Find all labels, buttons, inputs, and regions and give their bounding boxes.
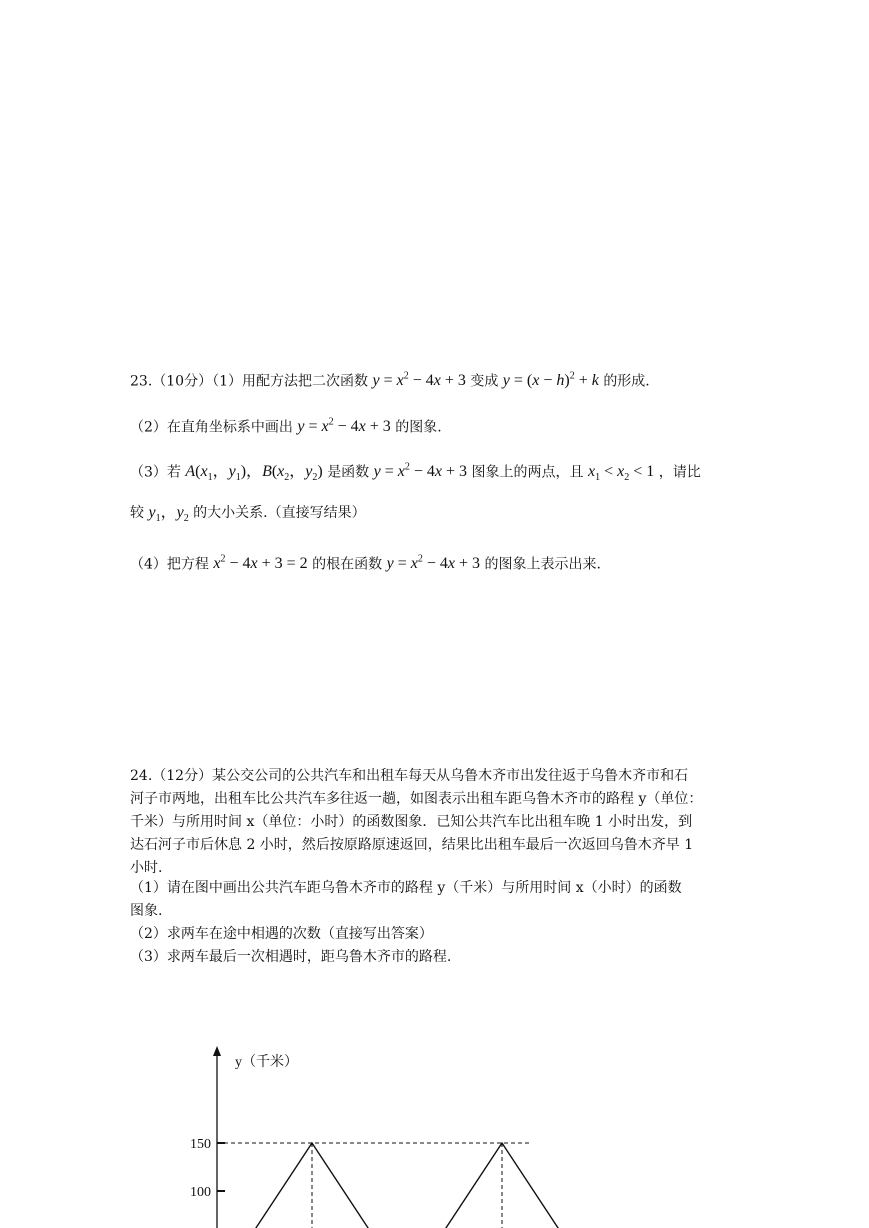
formula-quadratic: $y = x^2 - 4x + 3$ xyxy=(297,417,391,436)
q23-text: （4）把方程 xyxy=(130,556,209,573)
q23-line-1 xyxy=(130,368,650,390)
q23-text: 变成 xyxy=(470,373,499,390)
formula-inequality: $x_1 < x_2 < 1$ xyxy=(587,463,655,484)
q23-text: 的大小关系.（直接写结果） xyxy=(193,505,366,521)
q24-line: （3）求两车最后一次相遇时，距乌鲁木齐市的路程. xyxy=(130,949,452,965)
q23-text: 的形成. xyxy=(603,373,650,390)
formula-vertex-form: $y = (x - h)^2 + k$ xyxy=(502,371,599,390)
q23-line-2 xyxy=(130,414,442,436)
q23-text: ，请比 xyxy=(658,464,701,481)
q24-line: 千米）与所用时间 x（单位：小时）的函数图象．已知公共汽车比出租车晚 1 小时出发，到 xyxy=(130,814,693,830)
q24-line: （1）请在图中画出公共汽车距乌鲁木齐市的路程 y（千米）与所用时间 x（小时）的函数 xyxy=(130,880,682,896)
q23-text: 的根在函数 xyxy=(312,556,383,573)
formula-quadratic: $y = x^2 - 4x + 3$ xyxy=(373,462,468,481)
q23-line-3 xyxy=(130,459,701,488)
taxi-distance-line xyxy=(217,1143,597,1228)
q23-text: 的图象上表示出来. xyxy=(484,556,601,573)
q23-text: （3）若 xyxy=(130,464,181,481)
formula-equation: $x^2 - 4x + 3 = 2$ xyxy=(213,554,308,573)
formula-quadratic: $y = x^2 - 4x + 3$ xyxy=(372,371,466,390)
q24-line: （2）求两车在途中相遇的次数（直接写出答案） xyxy=(130,926,433,942)
q24-line: 图象. xyxy=(130,903,163,919)
y-axis-arrow xyxy=(213,1046,221,1056)
q23-text: 的图象. xyxy=(395,419,442,436)
y-tick-label: 150 xyxy=(190,1137,211,1152)
q23-line-4 xyxy=(130,504,366,528)
q24-line: 小时. xyxy=(130,860,163,876)
distance-time-chart xyxy=(170,1040,630,1228)
q23-text: （2）在直角坐标系中画出 xyxy=(130,419,293,436)
q23-text: 较 xyxy=(130,505,144,521)
q23-text: 图象上的两点，且 xyxy=(471,464,584,481)
q24-line: 河子市两地，出租车比公共汽车多往返一趟，如图表示出租车距乌鲁木齐市的路程 y（单位： xyxy=(130,791,703,807)
q23-text: 是函数 xyxy=(327,464,370,481)
formula-points: $A(x_1$，$y_1$)，$B(x_2$，$y_2$) xyxy=(185,463,323,484)
q24-line: 达石河子市后休息 2 小时，然后按原路原速返回，结果比出租车最后一次返回乌鲁木齐早 1 xyxy=(130,837,694,853)
formula-y1-y2: $y_1$，$y_2$ xyxy=(148,504,189,525)
y-tick-label: 100 xyxy=(190,1185,211,1200)
formula-quadratic: $y = x^2 - 4x + 3$ xyxy=(386,554,480,573)
q23-text: 23.（10分）（1）用配方法把二次函数 xyxy=(130,373,368,390)
y-axis-label: y（千米） xyxy=(235,1055,298,1070)
q24-line: 24.（12分）某公交公司的公共汽车和出租车每天从乌鲁木齐市出发往返于乌鲁木齐市和石 xyxy=(130,768,689,784)
q23-line-5 xyxy=(130,551,601,573)
